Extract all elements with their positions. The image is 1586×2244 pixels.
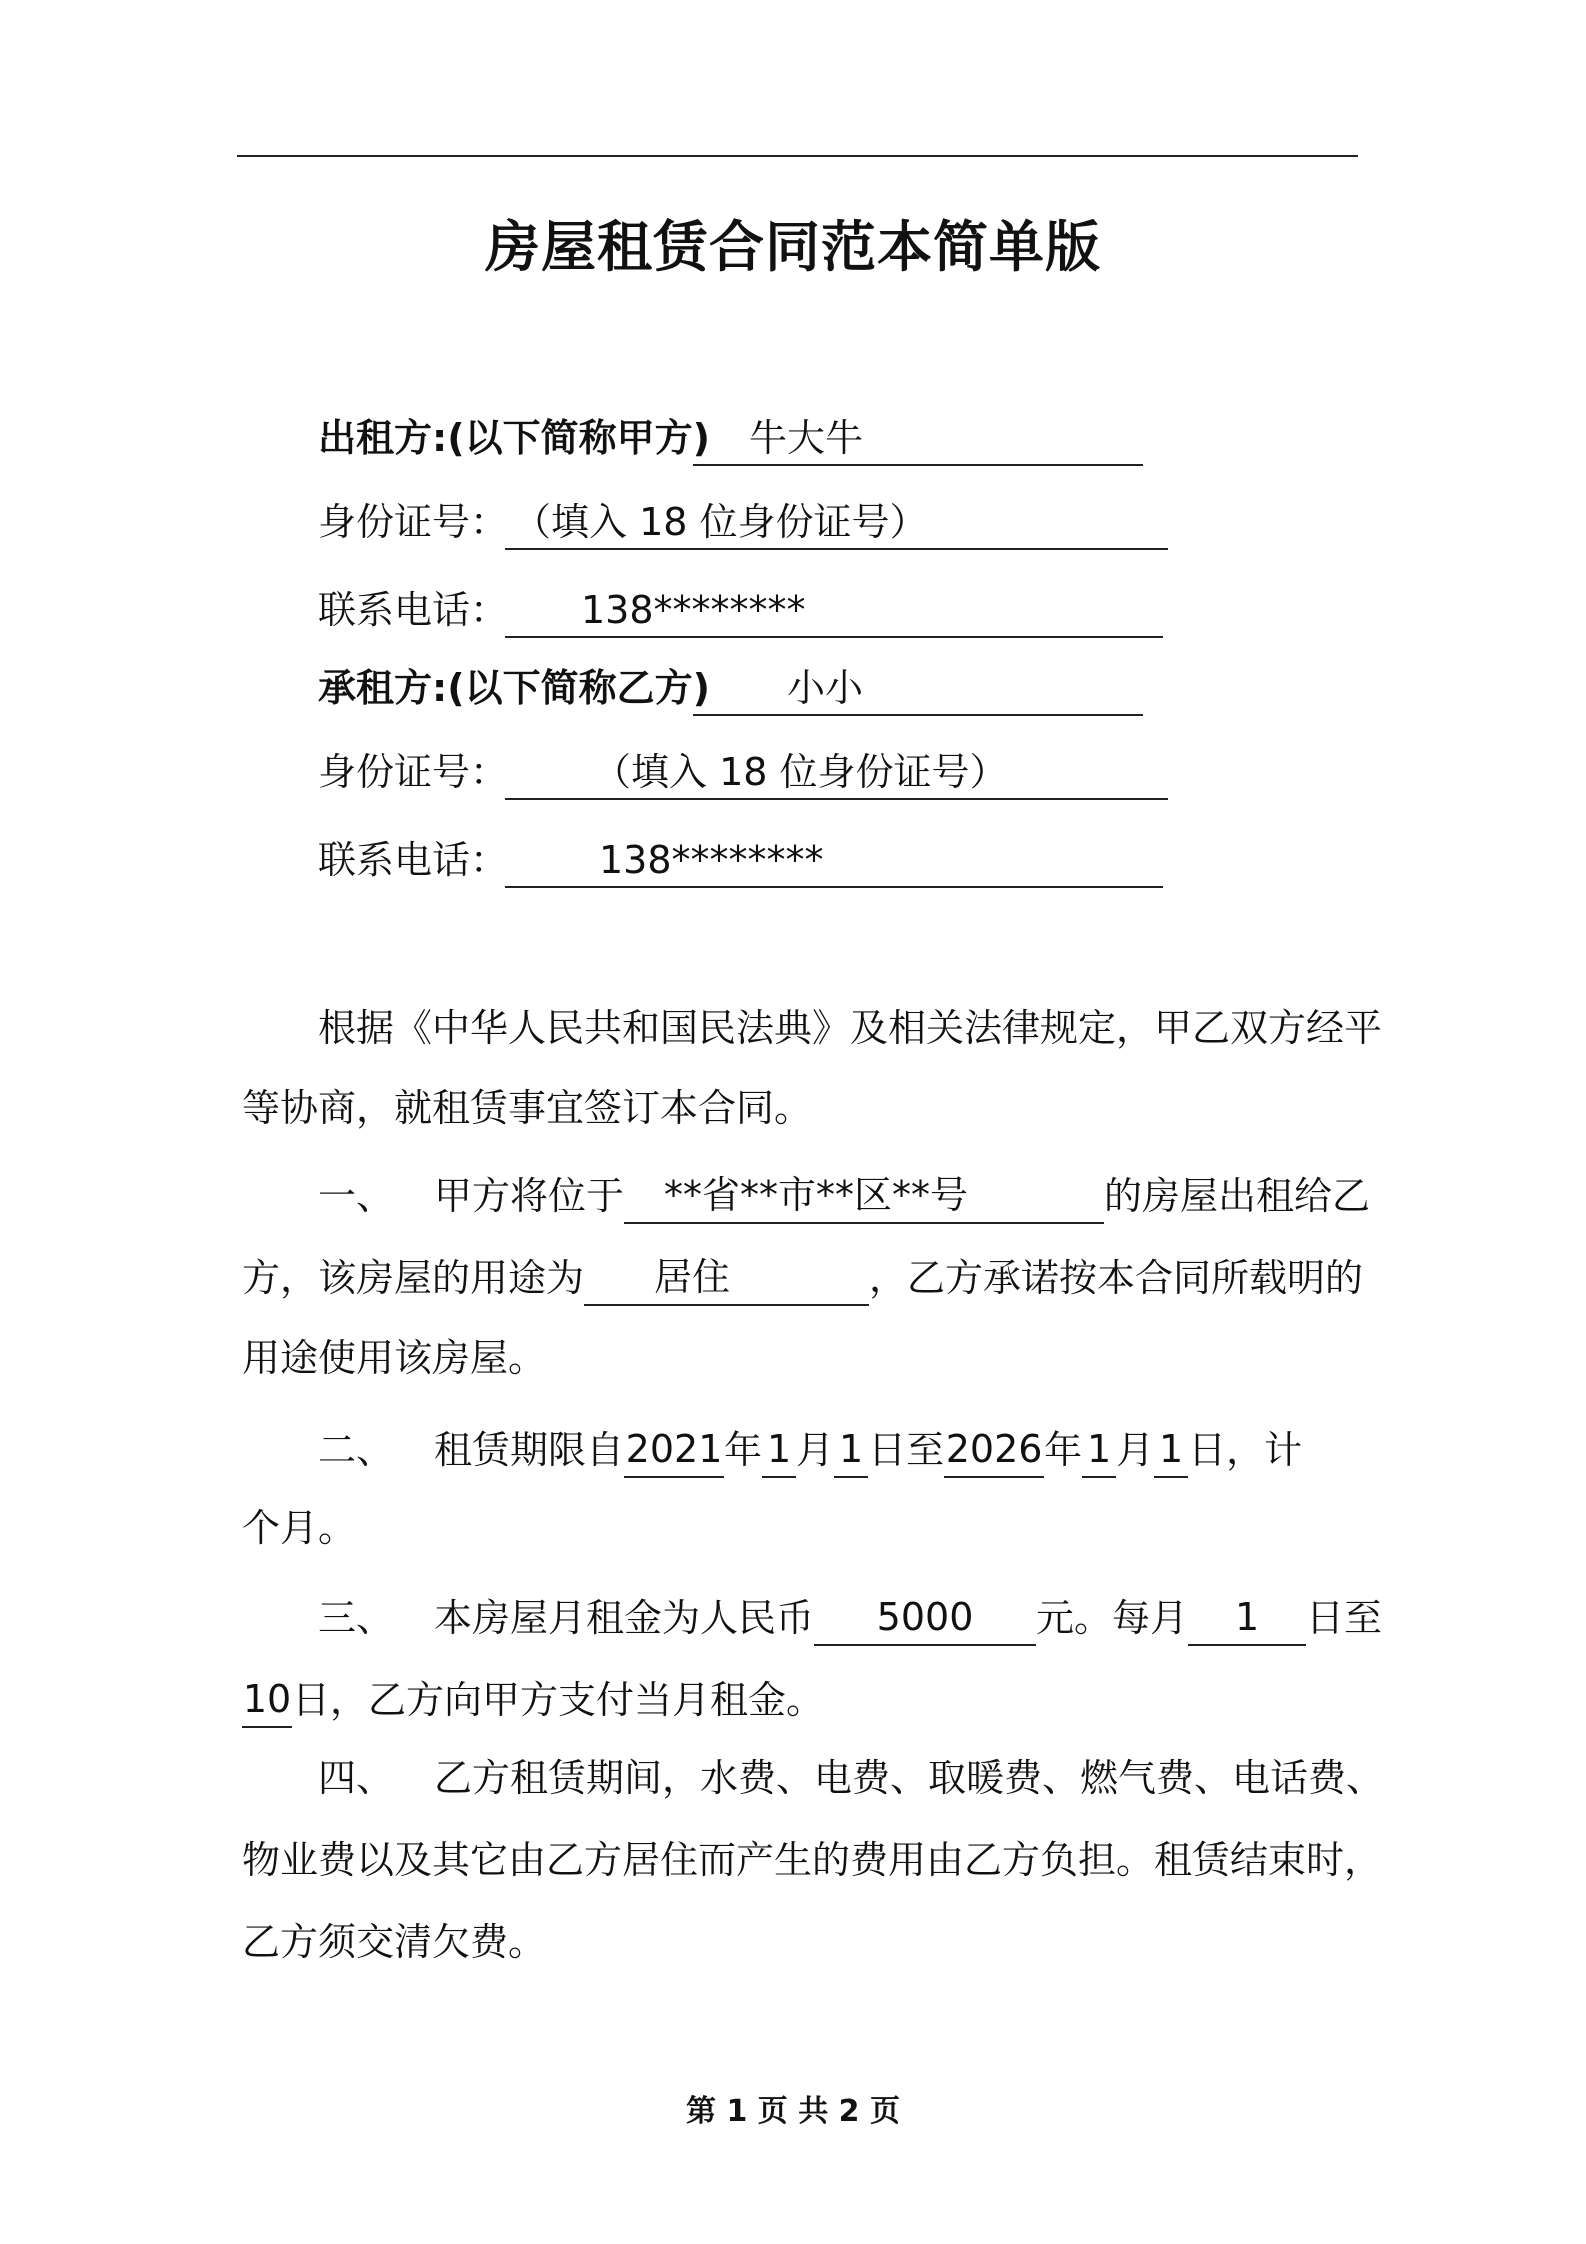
- clause-1-line-3: 用途使用该房屋。: [242, 1336, 547, 1380]
- tenant-label: 承租方:(以下简称乙方): [318, 666, 710, 710]
- month-char: 月: [796, 1428, 835, 1472]
- start-day: 1: [838, 1427, 864, 1471]
- year-char: 年: [724, 1428, 763, 1472]
- landlord-phone-value: 138********: [581, 588, 806, 632]
- tenant-name: 小小: [787, 666, 864, 710]
- address-field[interactable]: [624, 1170, 1104, 1224]
- clause-3-pre: 本房屋月租金为人民币: [434, 1596, 815, 1640]
- clause-4-line-3: 乙方须交清欠费。: [242, 1920, 547, 1964]
- landlord-label: 出租方:(以下简称甲方): [318, 416, 710, 460]
- end-month-char: 月: [1116, 1428, 1155, 1472]
- start-month-field[interactable]: [762, 1424, 796, 1478]
- clause-3-post: 日至: [1306, 1596, 1383, 1640]
- end-month: 1: [1087, 1427, 1112, 1471]
- clause-3-line-2: [242, 1672, 824, 1728]
- clause-1-line-2-post: ，乙方承诺按本合同所载明的: [869, 1256, 1364, 1300]
- clause-1-pre: 甲方将位于: [434, 1174, 625, 1218]
- clause-1-line-2: [242, 1250, 1363, 1306]
- landlord-name-field[interactable]: [693, 410, 1143, 466]
- landlord-phone-label: 联系电话：: [318, 588, 509, 632]
- start-day-field[interactable]: [834, 1424, 868, 1478]
- landlord-id-value: （填入 18 位身份证号）: [513, 500, 928, 544]
- end-month-field[interactable]: [1082, 1424, 1116, 1478]
- end-year-char: 年: [1044, 1428, 1083, 1472]
- pay-end-day: 10: [242, 1677, 292, 1721]
- tenant-id-label: 身份证号：: [318, 750, 509, 794]
- clause-4-number: 四、: [318, 1756, 395, 1800]
- page-number: 第 1 页 共 2 页: [686, 2094, 900, 2129]
- clause-2-tail: 日，计: [1188, 1428, 1303, 1472]
- header-rule: [237, 155, 1358, 157]
- clause-1-line-1: [318, 1168, 1370, 1224]
- tenant-id-field[interactable]: [505, 744, 1168, 800]
- clause-2-number: 二、: [318, 1428, 395, 1472]
- usage-value: 居住: [654, 1255, 731, 1299]
- pay-end-day-field[interactable]: [242, 1674, 292, 1728]
- clause-2-line-1: [318, 1422, 1302, 1478]
- address-value: **省**市**区**号: [664, 1173, 969, 1217]
- start-year: 2021: [625, 1427, 723, 1471]
- clause-3-line-1: [318, 1590, 1382, 1646]
- landlord-name: 牛大牛: [749, 416, 864, 460]
- rent-value: 5000: [876, 1595, 974, 1639]
- start-month: 1: [766, 1427, 792, 1471]
- tenant-phone-value: 138********: [599, 838, 824, 882]
- end-year-field[interactable]: [944, 1424, 1044, 1478]
- clause-2-pre: 租赁期限自: [434, 1428, 625, 1472]
- tenant-name-field[interactable]: [693, 660, 1143, 716]
- landlord-phone-field[interactable]: [505, 582, 1163, 638]
- usage-field[interactable]: [584, 1252, 869, 1306]
- landlord-id-label: 身份证号：: [318, 500, 509, 544]
- tenant-phone-label: 联系电话：: [318, 838, 509, 882]
- tenant-id-value: （填入 18 位身份证号）: [593, 750, 1008, 794]
- clause-1-number: 一、: [318, 1174, 395, 1218]
- intro-line-1: 根据《中华人民共和国民法典》及相关法律规定，甲乙双方经平: [318, 1006, 1383, 1050]
- end-day: 1: [1159, 1427, 1184, 1471]
- clause-3-line-2-post: 日，乙方向甲方支付当月租金。: [292, 1678, 825, 1722]
- end-day-field[interactable]: [1154, 1424, 1188, 1478]
- tenant-phone-field[interactable]: [505, 832, 1163, 888]
- document-title: 房屋租赁合同范本简单版: [484, 215, 1101, 279]
- day-to: 日至: [868, 1428, 945, 1472]
- start-year-field[interactable]: [624, 1424, 724, 1478]
- clause-3-number: 三、: [318, 1596, 395, 1640]
- pay-start-day: 1: [1234, 1595, 1260, 1639]
- clause-4-line-2: 物业费以及其它由乙方居住而产生的费用由乙方负担。租赁结束时，: [242, 1838, 1383, 1882]
- clause-2-line-2: 个月。: [242, 1506, 357, 1550]
- clause-1-post: 的房屋出租给乙: [1104, 1174, 1371, 1218]
- clause-1-line-2-pre: 方，该房屋的用途为: [242, 1256, 585, 1300]
- intro-line-2: 等协商，就租赁事宜签订本合同。: [242, 1086, 813, 1130]
- clause-3-mid: 元。每月: [1036, 1596, 1189, 1640]
- landlord-id-field[interactable]: [505, 494, 1168, 550]
- pay-start-day-field[interactable]: [1188, 1592, 1306, 1646]
- rent-field[interactable]: [814, 1592, 1036, 1646]
- clause-4-line-1-text: 乙方租赁期间，水费、电费、取暖费、燃气费、电话费、: [434, 1756, 1385, 1800]
- clause-4-line-1: [318, 1750, 1384, 1806]
- end-year: 2026: [945, 1427, 1043, 1471]
